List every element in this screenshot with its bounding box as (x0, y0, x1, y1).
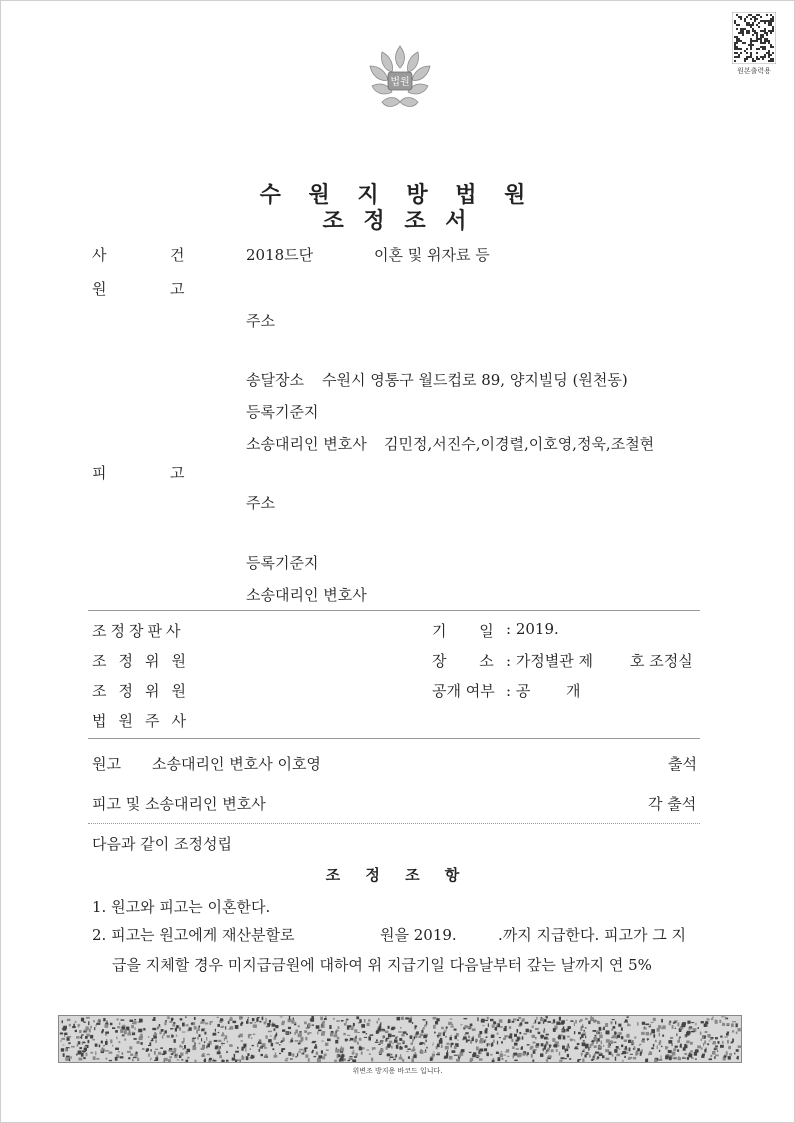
body-intro: 다음과 같이 조정성립 (92, 835, 232, 853)
court-name: 수 원 지 방 법 원 (259, 183, 536, 208)
plaintiff-label-left: 원 (92, 280, 107, 298)
official-2-label: 조정위원 (92, 652, 198, 670)
item-2-part-c: .까지 지급한다. 피고가 그 지 (498, 926, 686, 944)
official-1-label: 조정장판사 (92, 622, 185, 640)
plaintiff-delivery-address: 수원시 영통구 월드컵로 89, 양지빌딩 (원천동) (322, 371, 628, 389)
plaintiff-address-label: 주소 (246, 312, 275, 330)
public-value: : 공 (506, 682, 531, 700)
document-title: 조 정 조 서 (322, 209, 473, 234)
section-title: 조 정 조 항 (325, 866, 470, 884)
plaintiff-attorneys: 김민정,서진수,이경렬,이호영,정욱,조철현 (384, 435, 655, 453)
plaintiff-registry-label: 등록기준지 (246, 403, 319, 421)
attendance-plaintiff-status: 출석 (668, 755, 697, 773)
item-2-part-a: 2. 피고는 원고에게 재산분할로 (92, 926, 295, 944)
qr-code-icon (732, 12, 776, 64)
official-4-label: 법원주사 (92, 712, 198, 730)
date-label: 기 일 (432, 622, 494, 640)
item-2-part-b: 원을 2019. (380, 926, 457, 944)
plaintiff-attorney-label: 소송대리인 변호사 (246, 435, 367, 453)
attendance-plaintiff-rep: 소송대리인 변호사 이호영 (152, 755, 321, 773)
defendant-label-left: 피 (92, 464, 107, 482)
defendant-address-label: 주소 (246, 494, 275, 512)
court-emblem-icon (360, 40, 440, 120)
case-label-right: 건 (170, 246, 185, 264)
public-label: 공개 여부 (432, 682, 495, 700)
official-3-label: 조정위원 (92, 682, 198, 700)
divider-top (88, 610, 700, 611)
place-value: : 가정별관 제 (506, 652, 594, 670)
emblem-text: 법원 (390, 77, 410, 88)
divider-dotted (88, 823, 700, 824)
public-value-2: 개 (566, 682, 581, 700)
item-2-part-d: 급을 지체할 경우 미지급금원에 대하여 위 지급기일 다음날부터 갚는 날까지 연 5% (112, 956, 652, 974)
plaintiff-label-right: 고 (170, 280, 185, 298)
defendant-attorney-label: 소송대리인 변호사 (246, 586, 367, 604)
barcode-label: 위변조 방지용 바코드 입니다. (352, 1067, 443, 1075)
defendant-label-right: 고 (170, 464, 185, 482)
anti-forgery-barcode (58, 1015, 742, 1063)
defendant-registry-label: 등록기준지 (246, 554, 319, 572)
item-1: 1. 원고와 피고는 이혼한다. (92, 898, 271, 916)
place-room: 호 조정실 (630, 652, 693, 670)
attendance-defendant-status: 각 출석 (648, 795, 697, 813)
qr-label: 원본출력용 (737, 67, 771, 75)
place-label: 장 소 (432, 652, 494, 670)
date-value: : 2019. (506, 620, 559, 638)
plaintiff-delivery-label: 송달장소 (246, 371, 304, 389)
case-number: 2018드단 (246, 246, 314, 264)
divider-middle (88, 738, 700, 739)
case-label-left: 사 (92, 246, 107, 264)
attendance-defendant: 피고 및 소송대리인 변호사 (92, 795, 266, 813)
attendance-plaintiff: 원고 (92, 755, 121, 773)
case-title: 이혼 및 위자료 등 (374, 246, 490, 264)
